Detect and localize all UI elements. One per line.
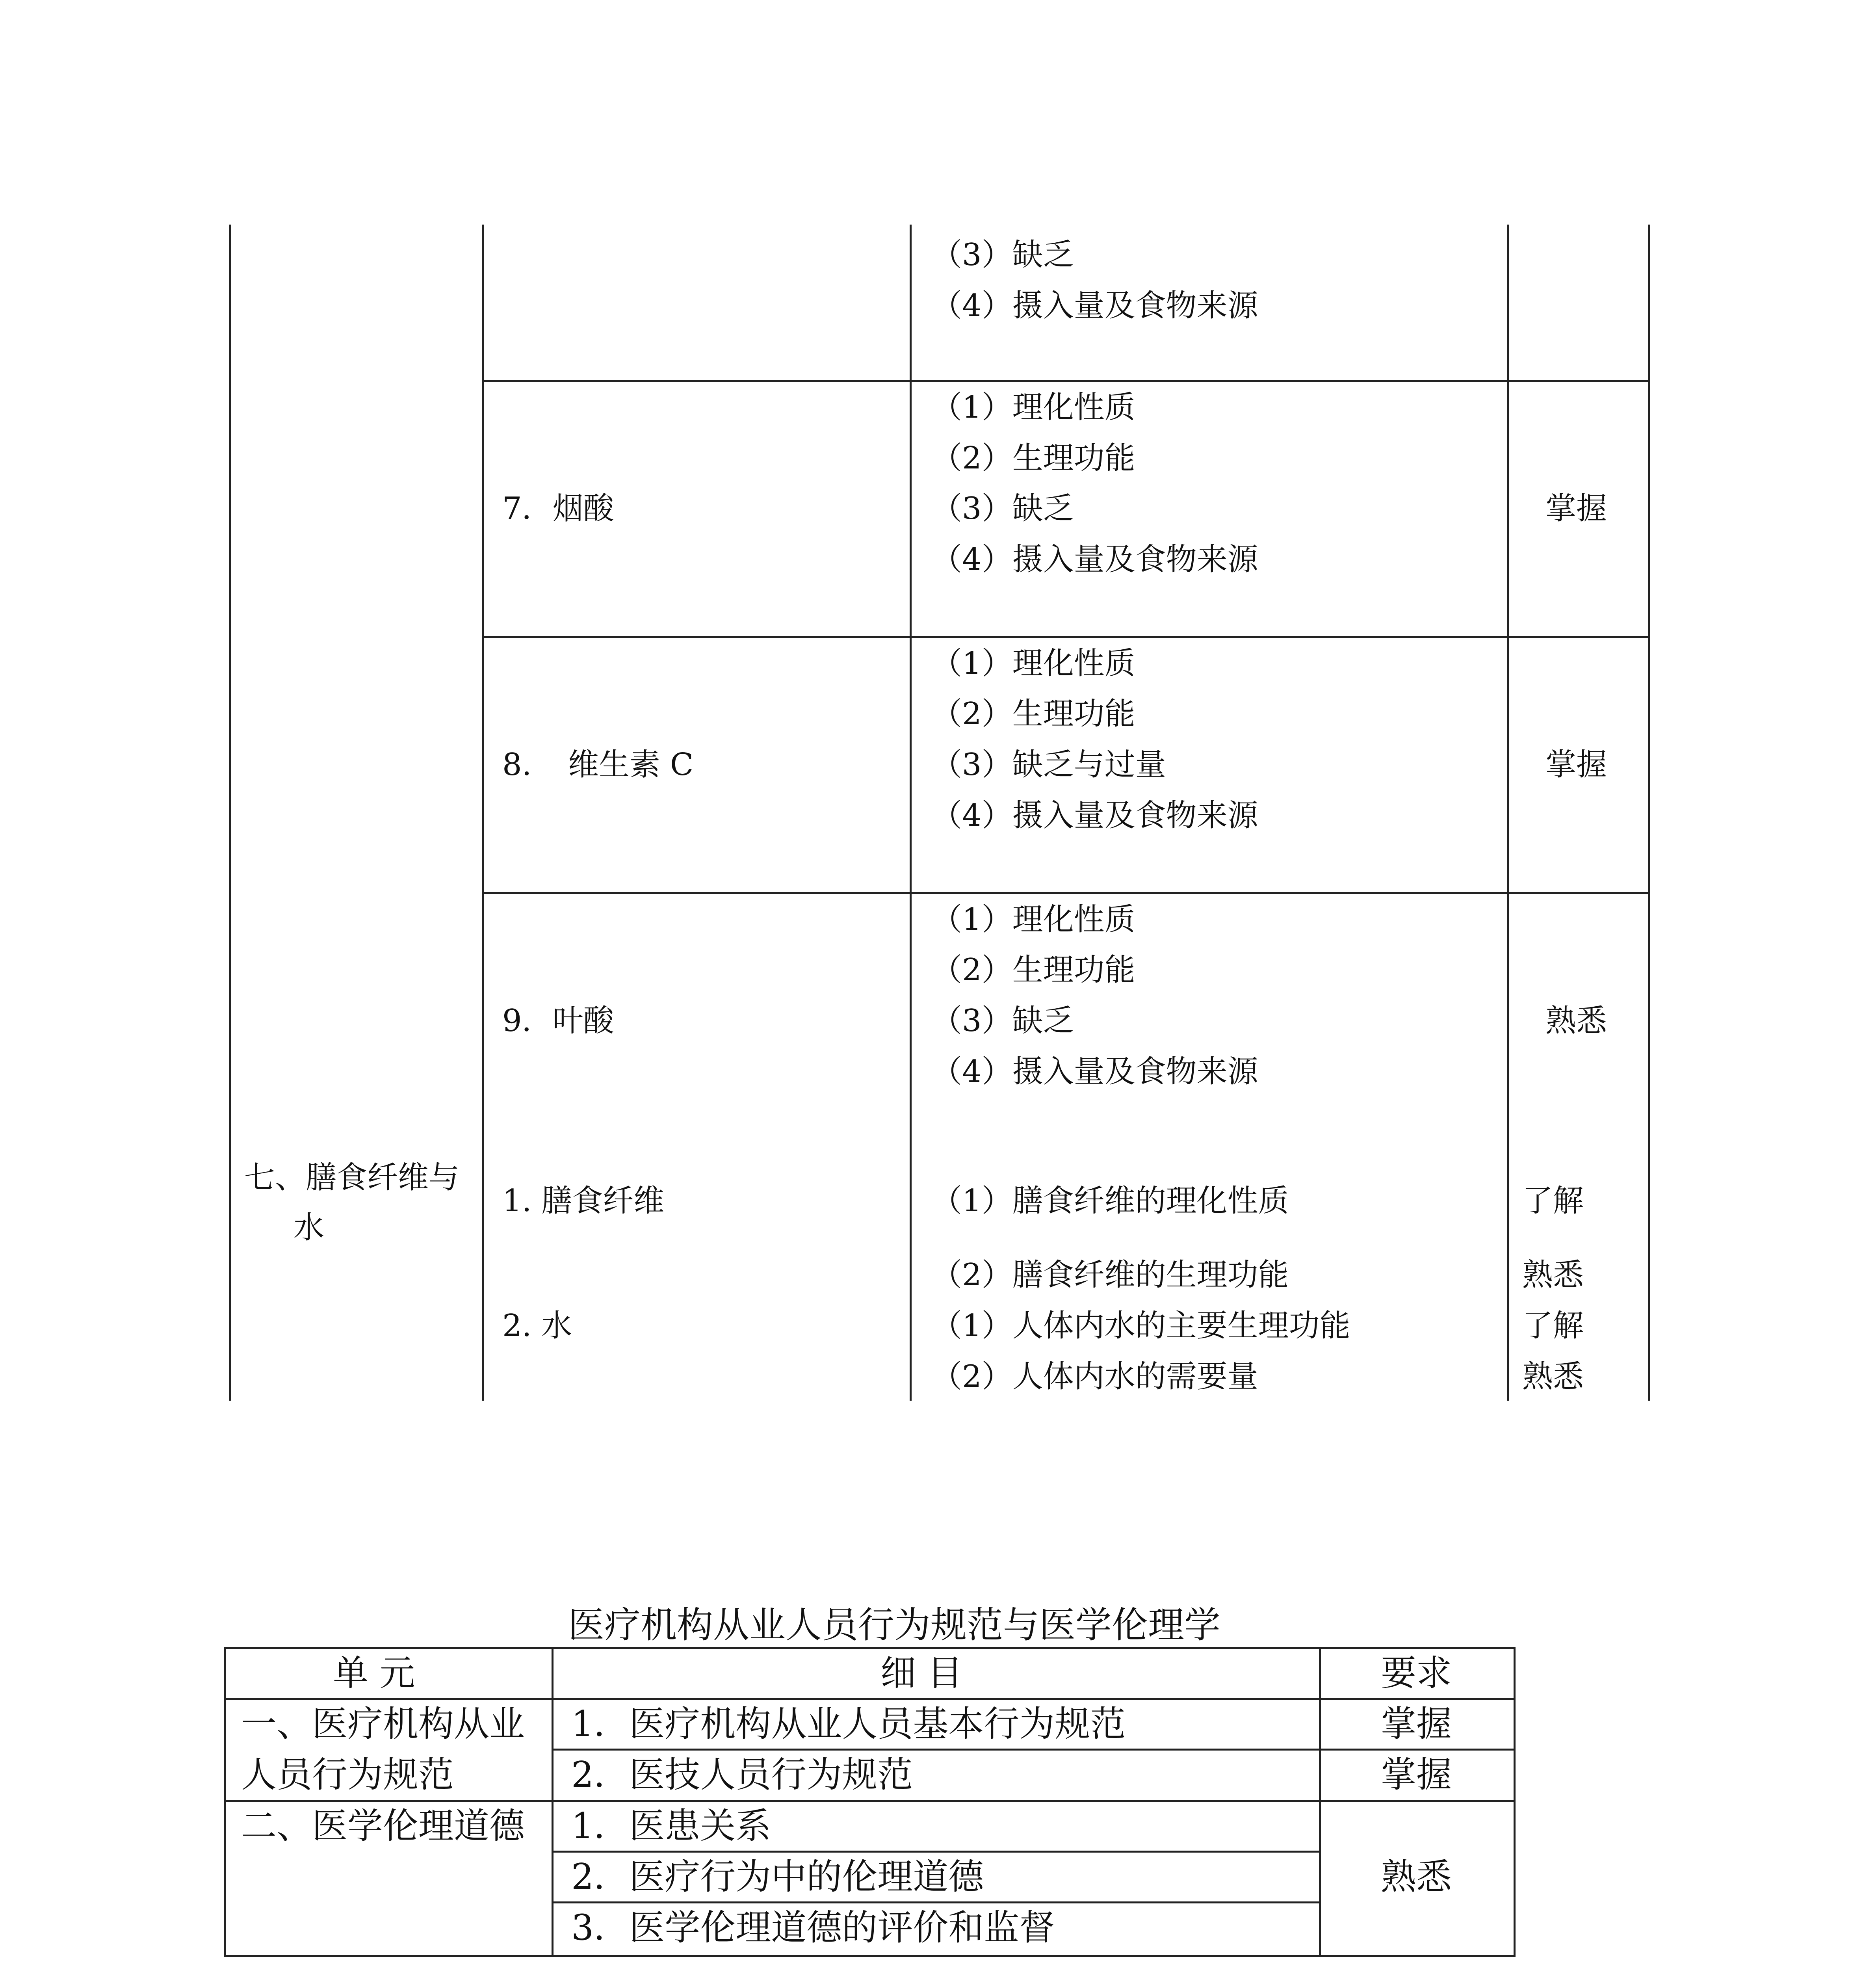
item-intake-source: （4）摄入量及食物来源 [931,542,1258,577]
detail-technician-conduct: 2．医技人员行为规范 [571,1754,913,1795]
item-water-function: （1）人体内水的主要生理功能 [931,1308,1350,1344]
requirement-label: 掌握 [1381,1754,1452,1795]
header-detail: 细 目 [880,1652,963,1694]
table-border-right [1514,1647,1516,1957]
topic-water: 2. 水 [502,1308,572,1344]
detail-ethics-in-practice: 2．医疗行为中的伦理道德 [571,1856,984,1898]
item-intake-source: （4）摄入量及食物来源 [931,1054,1258,1089]
item-intake-source: （4）摄入量及食物来源 [931,288,1258,323]
item-physiological-function: （2）生理功能 [931,696,1135,732]
row-separator [483,380,1650,382]
header-unit: 单 元 [333,1652,415,1694]
requirement-label: 掌握 [1545,747,1607,782]
table-border-right [1648,225,1650,1401]
table-border-left [229,225,231,1401]
requirement-label: 了解 [1522,1183,1584,1219]
row-separator [483,892,1650,894]
item-deficiency: （3）缺乏 [931,237,1074,273]
detail-ethics-evaluation: 3．医学伦理道德的评价和监督 [571,1907,1055,1948]
item-fiber-physicochemical: （1）膳食纤维的理化性质 [931,1183,1289,1219]
topic-niacin: 7．烟酸 [502,491,614,526]
header-requirement: 要求 [1381,1652,1452,1694]
item-physiological-function: （2）生理功能 [931,952,1135,988]
table-border-bottom [224,1955,1516,1957]
table-border-left [224,1647,226,1957]
requirement-label: 了解 [1522,1308,1584,1344]
requirement-label: 熟悉 [1522,1257,1584,1293]
item-deficiency: （3）缺乏 [931,1003,1074,1039]
unit-conduct-line1: 一、医疗机构从业 [241,1703,525,1745]
table-divider-topic [910,225,912,1401]
table-divider-items [1507,225,1509,1401]
requirement-label: 熟悉 [1381,1856,1452,1898]
item-physiological-function: （2）生理功能 [931,440,1135,476]
row-separator [483,636,1650,638]
topic-vitamin-c: 维生素 C [568,747,694,782]
item-physicochemical: （1）理化性质 [931,390,1135,425]
requirement-label: 熟悉 [1522,1359,1584,1394]
item-physicochemical: （1）理化性质 [931,902,1135,937]
item-intake-source: （4）摄入量及食物来源 [931,798,1258,833]
table-divider-unit [482,225,484,1401]
requirement-label: 掌握 [1545,491,1607,526]
item-deficiency: （3）缺乏 [931,491,1074,526]
detail-basic-conduct: 1．医疗机构从业人员基本行为规范 [571,1703,1126,1745]
unit-fiber-water-line2: 水 [293,1210,325,1245]
table-border-top [224,1647,1516,1649]
unit-conduct-line2: 人员行为规范 [241,1754,454,1795]
item-physicochemical: （1）理化性质 [931,646,1135,681]
column-divider [552,1647,554,1957]
detail-doctor-patient: 1．医患关系 [571,1805,771,1847]
requirement-label: 掌握 [1381,1703,1452,1745]
topic-dietary-fiber: 1. 膳食纤维 [502,1183,665,1219]
column-divider [1319,1647,1321,1957]
topic-number: 8. [502,747,532,782]
table-title: 医疗机构从业人员行为规范与医学伦理学 [568,1604,1221,1646]
item-deficiency-excess: （3）缺乏与过量 [931,747,1166,782]
item-fiber-physiological: （2）膳食纤维的生理功能 [931,1257,1289,1293]
unit-medical-ethics: 二、医学伦理道德 [241,1805,525,1847]
requirement-label: 熟悉 [1545,1003,1607,1039]
unit-fiber-water-line1: 七、膳食纤维与 [244,1160,460,1195]
topic-folic-acid: 9．叶酸 [502,1003,614,1039]
item-water-requirement: （2）人体内水的需要量 [931,1359,1258,1394]
